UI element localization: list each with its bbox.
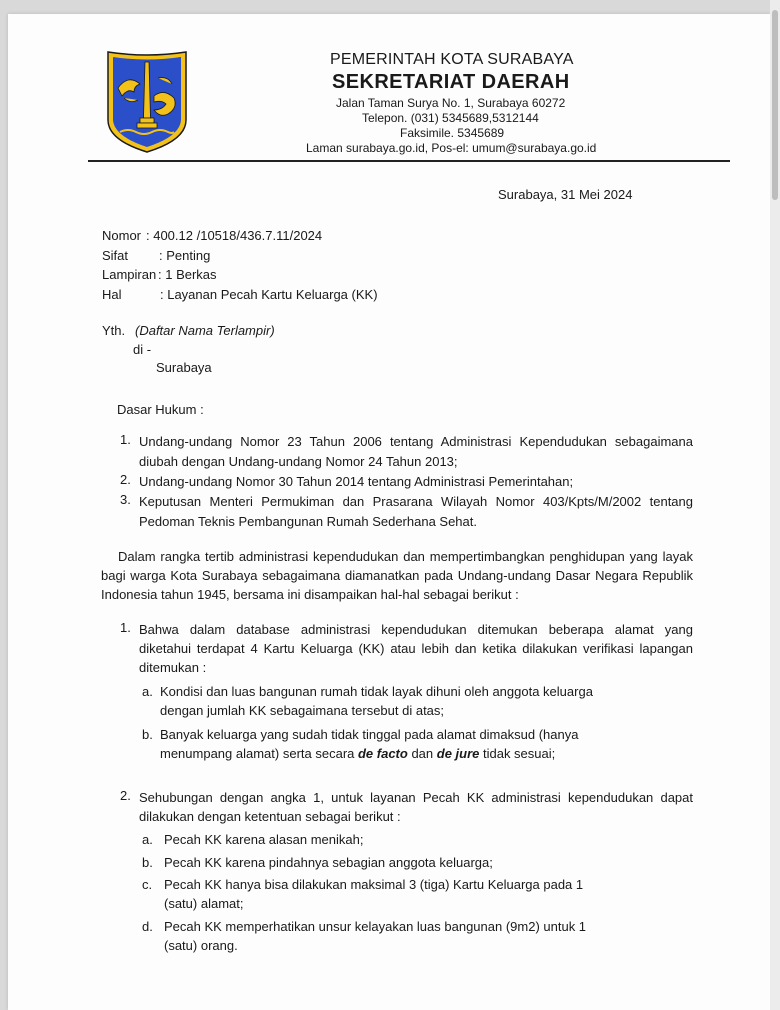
point-2b-text: Pecah KK karena pindahnya sebagian anggota keluarga;: [164, 855, 493, 870]
surabaya-crest-logo: [104, 48, 190, 154]
legal-3-number: 3.: [120, 492, 131, 507]
intro-line-1: Dalam rangka tertib administrasi kependudukan dan mempertimbangkan penghidupan yang layak: [118, 549, 693, 564]
crest-monument: [144, 62, 151, 118]
nomor-value: : 400.12 /10518/436.7.11/2024: [146, 228, 323, 243]
legal-1-line1: Undang-undang Nomor 23 Tahun 2006 tentang Administrasi Kependudukan sebagaimana: [139, 434, 693, 449]
yth-salutation: Yth.: [102, 323, 126, 338]
point-2d-line2: (satu) orang.: [164, 938, 238, 953]
point-2c-label: c.: [142, 877, 153, 892]
lampiran-label: Lampiran: [102, 267, 157, 282]
legal-1-line2: diubah dengan Undang-undang Nomor 24 Tahun 2013;: [139, 454, 458, 469]
intro-line-2: bagi warga Kota Surabaya sebagaimana diamanatkan pada Undang-undang Dasar Negara Republik: [101, 568, 693, 583]
letterhead-divider: [88, 160, 730, 162]
point-2d-line1: Pecah KK memperhatikan unsur kelayakan luas bangunan (9m2) untuk 1: [164, 919, 587, 934]
letter-date: Surabaya, 31 Mei 2024: [498, 187, 633, 202]
letterhead-web: Laman surabaya.go.id, Pos-el: umum@surabaya.go.id: [306, 141, 597, 155]
letterhead-secretariat: SEKRETARIAT DAERAH: [332, 71, 570, 93]
legal-3-line1: Keputusan Menteri Permukiman dan Prasarana Wilayah Nomor 403/Kpts/M/2002 tentang: [139, 494, 693, 509]
legal-1-number: 1.: [120, 432, 131, 447]
de-facto-term: de facto: [357, 746, 408, 761]
point-1-number: 1.: [120, 620, 131, 635]
legal-3-line2: Pedoman Teknis Pembangunan Rumah Sederhana Sehat.: [139, 514, 477, 529]
legal-2-line1: Undang-undang Nomor 30 Tahun 2014 tentang Administrasi Pemerintahan;: [139, 474, 574, 489]
point-1a-label: a.: [142, 684, 153, 699]
point-2-line1: Sehubungan dengan angka 1, untuk layanan Pecah KK administrasi kependudukan dapat: [139, 790, 693, 805]
recipient-name: (Daftar Nama Terlampir): [135, 323, 275, 338]
point-2d-label: d.: [142, 919, 153, 934]
letterhead-address: Jalan Taman Surya No. 1, Surabaya 60272: [336, 96, 566, 110]
intro-line-3: Indonesia tahun 1945, bersama ini disampaikan hal-hal sebagai berikut :: [101, 587, 519, 602]
point-2a-label: a.: [142, 832, 153, 847]
letterhead-phone: Telepon. (031) 5345689,5312144: [362, 111, 539, 125]
point-1a-line2: dengan jumlah KK sebagaimana tersebut di atas;: [160, 703, 445, 718]
point-2c-line1: Pecah KK hanya bisa dilakukan maksimal 3 (tiga) Kartu Keluarga pada 1: [164, 877, 584, 892]
sifat-label: Sifat: [102, 248, 129, 263]
point-1b-dan: dan: [407, 746, 437, 761]
point-2c-line2: (satu) alamat;: [164, 896, 244, 911]
letterhead-fax: Faksimile. 5345689: [400, 126, 505, 140]
point-2-line2: dilakukan dengan ketentuan sebagai berikut :: [139, 809, 401, 824]
vertical-scrollbar[interactable]: [770, 0, 780, 1010]
hal-label: Hal: [102, 287, 122, 302]
point-1b-line2: [160, 746, 555, 761]
sifat-value: : Penting: [159, 248, 211, 263]
scrollbar-thumb[interactable]: [772, 10, 778, 200]
de-jure-term: de jure: [436, 746, 480, 761]
point-1-line1: Bahwa dalam database administrasi kependudukan ditemukan beberapa alamat yang: [139, 622, 693, 637]
point-2a-text: Pecah KK karena alasan menikah;: [164, 832, 364, 847]
point-1-line3: ditemukan :: [139, 660, 207, 675]
point-1-line2: diketahui terdapat 4 Kartu Keluarga (KK) atau lebih dan ketika dilakukan verifikasi lapangan: [139, 641, 693, 656]
point-1b-label: b.: [142, 727, 153, 742]
point-1b-line2-pre: menumpang alamat) serta secara: [160, 746, 358, 761]
recipient-di: di -: [133, 342, 152, 357]
point-1b-line1: Banyak keluarga yang sudah tidak tinggal pada alamat dimaksud (hanya: [160, 727, 579, 742]
point-2b-label: b.: [142, 855, 153, 870]
letterhead-government: PEMERINTAH KOTA SURABAYA: [330, 51, 574, 68]
point-1a-line1: Kondisi dan luas bangunan rumah tidak layak dihuni oleh anggota keluarga: [160, 684, 593, 699]
hal-value: : Layanan Pecah Kartu Keluarga (KK): [160, 287, 378, 302]
legal-2-number: 2.: [120, 472, 131, 487]
nomor-label: Nomor: [102, 228, 142, 243]
point-2-number: 2.: [120, 788, 131, 803]
recipient-city: Surabaya: [156, 360, 212, 375]
lampiran-value: : 1 Berkas: [158, 267, 217, 282]
dasar-hukum-heading: Dasar Hukum :: [117, 402, 204, 417]
point-1b-line2-post: tidak sesuai;: [479, 746, 556, 761]
